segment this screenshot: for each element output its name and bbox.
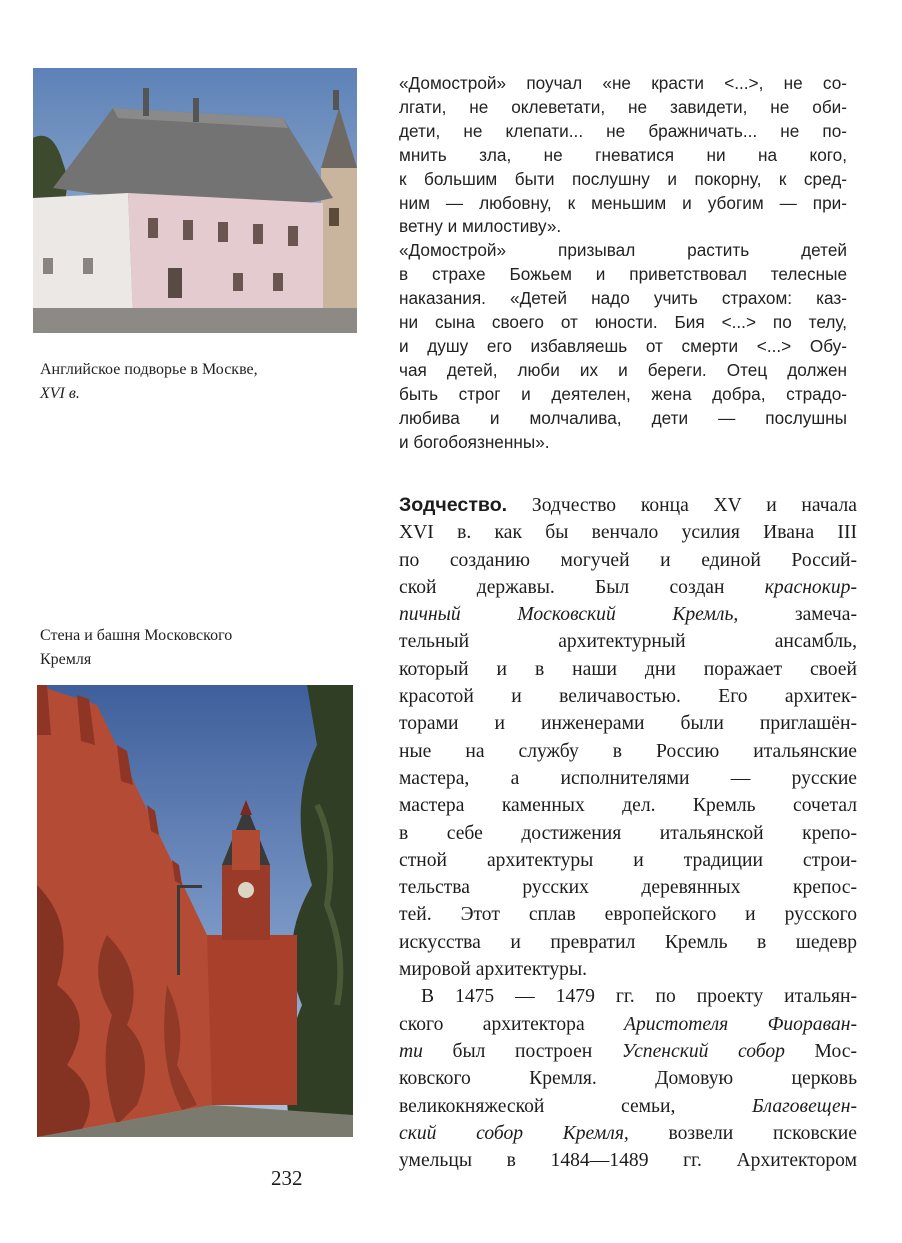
body-line: красотой и величавостью. Его архитек-	[399, 686, 857, 708]
quote-line: любива и молчалива, дети — послушны	[399, 407, 847, 428]
body-italic: Аристотеля Фиораван-	[624, 1013, 857, 1035]
quote-line: наказания. «Детей надо учить страхом: каз-	[399, 288, 847, 309]
body-italic: ский собор Кремля,	[399, 1122, 629, 1144]
body-line: торами и инженерами были приглашён-	[399, 713, 857, 735]
quote-line: быть строг и деятелен, жена добра, страдо-	[399, 383, 847, 404]
body-line: тельства русских деревянных крепос-	[399, 877, 857, 899]
quote-line: «Домострой» поучал «не красти <...>, не со-	[399, 73, 847, 93]
body-line: который и в наши дни поражает своей	[399, 658, 857, 680]
page-number: 232	[271, 1166, 303, 1190]
english-court-caption-line2: XVI в.	[40, 385, 80, 402]
english-court-photo	[33, 68, 357, 333]
kremlin-wall-caption-line2: Кремля	[40, 651, 92, 668]
body-text: возвели псковские	[668, 1122, 857, 1144]
body-italic: Успенский собор	[621, 1040, 785, 1062]
body-line: стной архитектуры и традиции строи-	[399, 849, 857, 871]
quote-line: ветну и милостиву».	[399, 216, 562, 237]
body-text: Зодчество конца XV и начала	[531, 495, 858, 516]
quote-line: мнить зла, не гневатися ни на кого,	[399, 144, 847, 165]
main-text-column	[399, 492, 857, 1174]
body-line: мировой архитектуры.	[399, 959, 588, 981]
body-text: ского архитектора	[399, 1013, 585, 1035]
body-line: умельцы в 1484—1489 гг. Архитектором	[399, 1150, 857, 1172]
english-court-caption	[40, 358, 258, 406]
quote-line: ним — любовну, к меньшим и убогим — при-	[399, 192, 847, 213]
quote-line: дети, не клепати... не бражничать... не по-	[399, 120, 847, 141]
quote-line: и душу его избавляешь от смерти <...> Обу-	[399, 335, 847, 356]
body-text: великокняжеской семьи,	[399, 1095, 676, 1117]
quote-line: «Домострой» призывал растить детей	[399, 240, 847, 261]
body-text: ской державы. Был создан	[399, 576, 725, 598]
kremlin-wall-caption-line1: Стена и башня Московского	[40, 627, 233, 644]
quote-line: ни сына своего от юности. Бия <...> по телу,	[399, 312, 847, 333]
body-line: в себе достижения итальянской крепо-	[399, 822, 857, 844]
quote-line: чая детей, люби их и береги. Отец должен	[399, 359, 847, 380]
english-court-illustration	[33, 68, 357, 333]
body-line	[399, 1038, 857, 1065]
kremlin-wall-illustration	[37, 685, 353, 1137]
body-line: мастера каменных дел. Кремль сочетал	[399, 795, 857, 817]
body-line: В 1475 — 1479 гг. по проекту итальян-	[421, 986, 857, 1008]
body-italic: ти	[399, 1040, 423, 1062]
body-line: мастера, а исполнителями — русские	[399, 767, 857, 789]
body-line: искусства и превратил Кремль в шедевр	[399, 931, 857, 953]
kremlin-wall-photo	[37, 685, 353, 1137]
quote-line: лгати, не оклеветати, не завидети, не оби-	[399, 96, 847, 117]
body-line: ные на службу в Россию итальянские	[399, 740, 857, 762]
body-line: ковского Кремля. Домовую церковь	[399, 1068, 857, 1090]
body-line: тей. Этот сплав европейского и русского	[399, 904, 857, 926]
body-line	[399, 1120, 857, 1147]
body-italic: пичный Московский Кремль,	[399, 604, 739, 626]
body-line	[399, 601, 857, 628]
body-line	[399, 1093, 857, 1120]
section-heading: Зодчество.	[399, 494, 508, 516]
body-line: XVI в. как бы венчало усилия Ивана III	[399, 522, 857, 544]
body-line: по созданию могучей и единой Россий-	[399, 549, 857, 571]
quote-line: и богобоязненны».	[399, 431, 550, 452]
body-italic: Благовещен-	[751, 1095, 857, 1117]
body-text: Мос-	[814, 1040, 857, 1062]
body-line	[399, 492, 857, 519]
body-text: был построен	[452, 1040, 593, 1062]
body-line	[399, 574, 857, 601]
english-court-caption-line1: Английское подворье в Москве,	[40, 361, 258, 378]
quote-line: к большим быти послушну и покорну, к сред-	[399, 168, 847, 189]
body-italic: краснокир-	[764, 576, 857, 598]
quote-line: в страхе Божьем и приветствовал телесные	[399, 264, 847, 285]
body-text: замеча-	[794, 604, 857, 626]
domostroy-quote	[399, 72, 847, 455]
body-line: тельный архитектурный ансамбль,	[399, 631, 857, 653]
kremlin-wall-caption	[40, 624, 232, 672]
body-line	[399, 1011, 857, 1038]
